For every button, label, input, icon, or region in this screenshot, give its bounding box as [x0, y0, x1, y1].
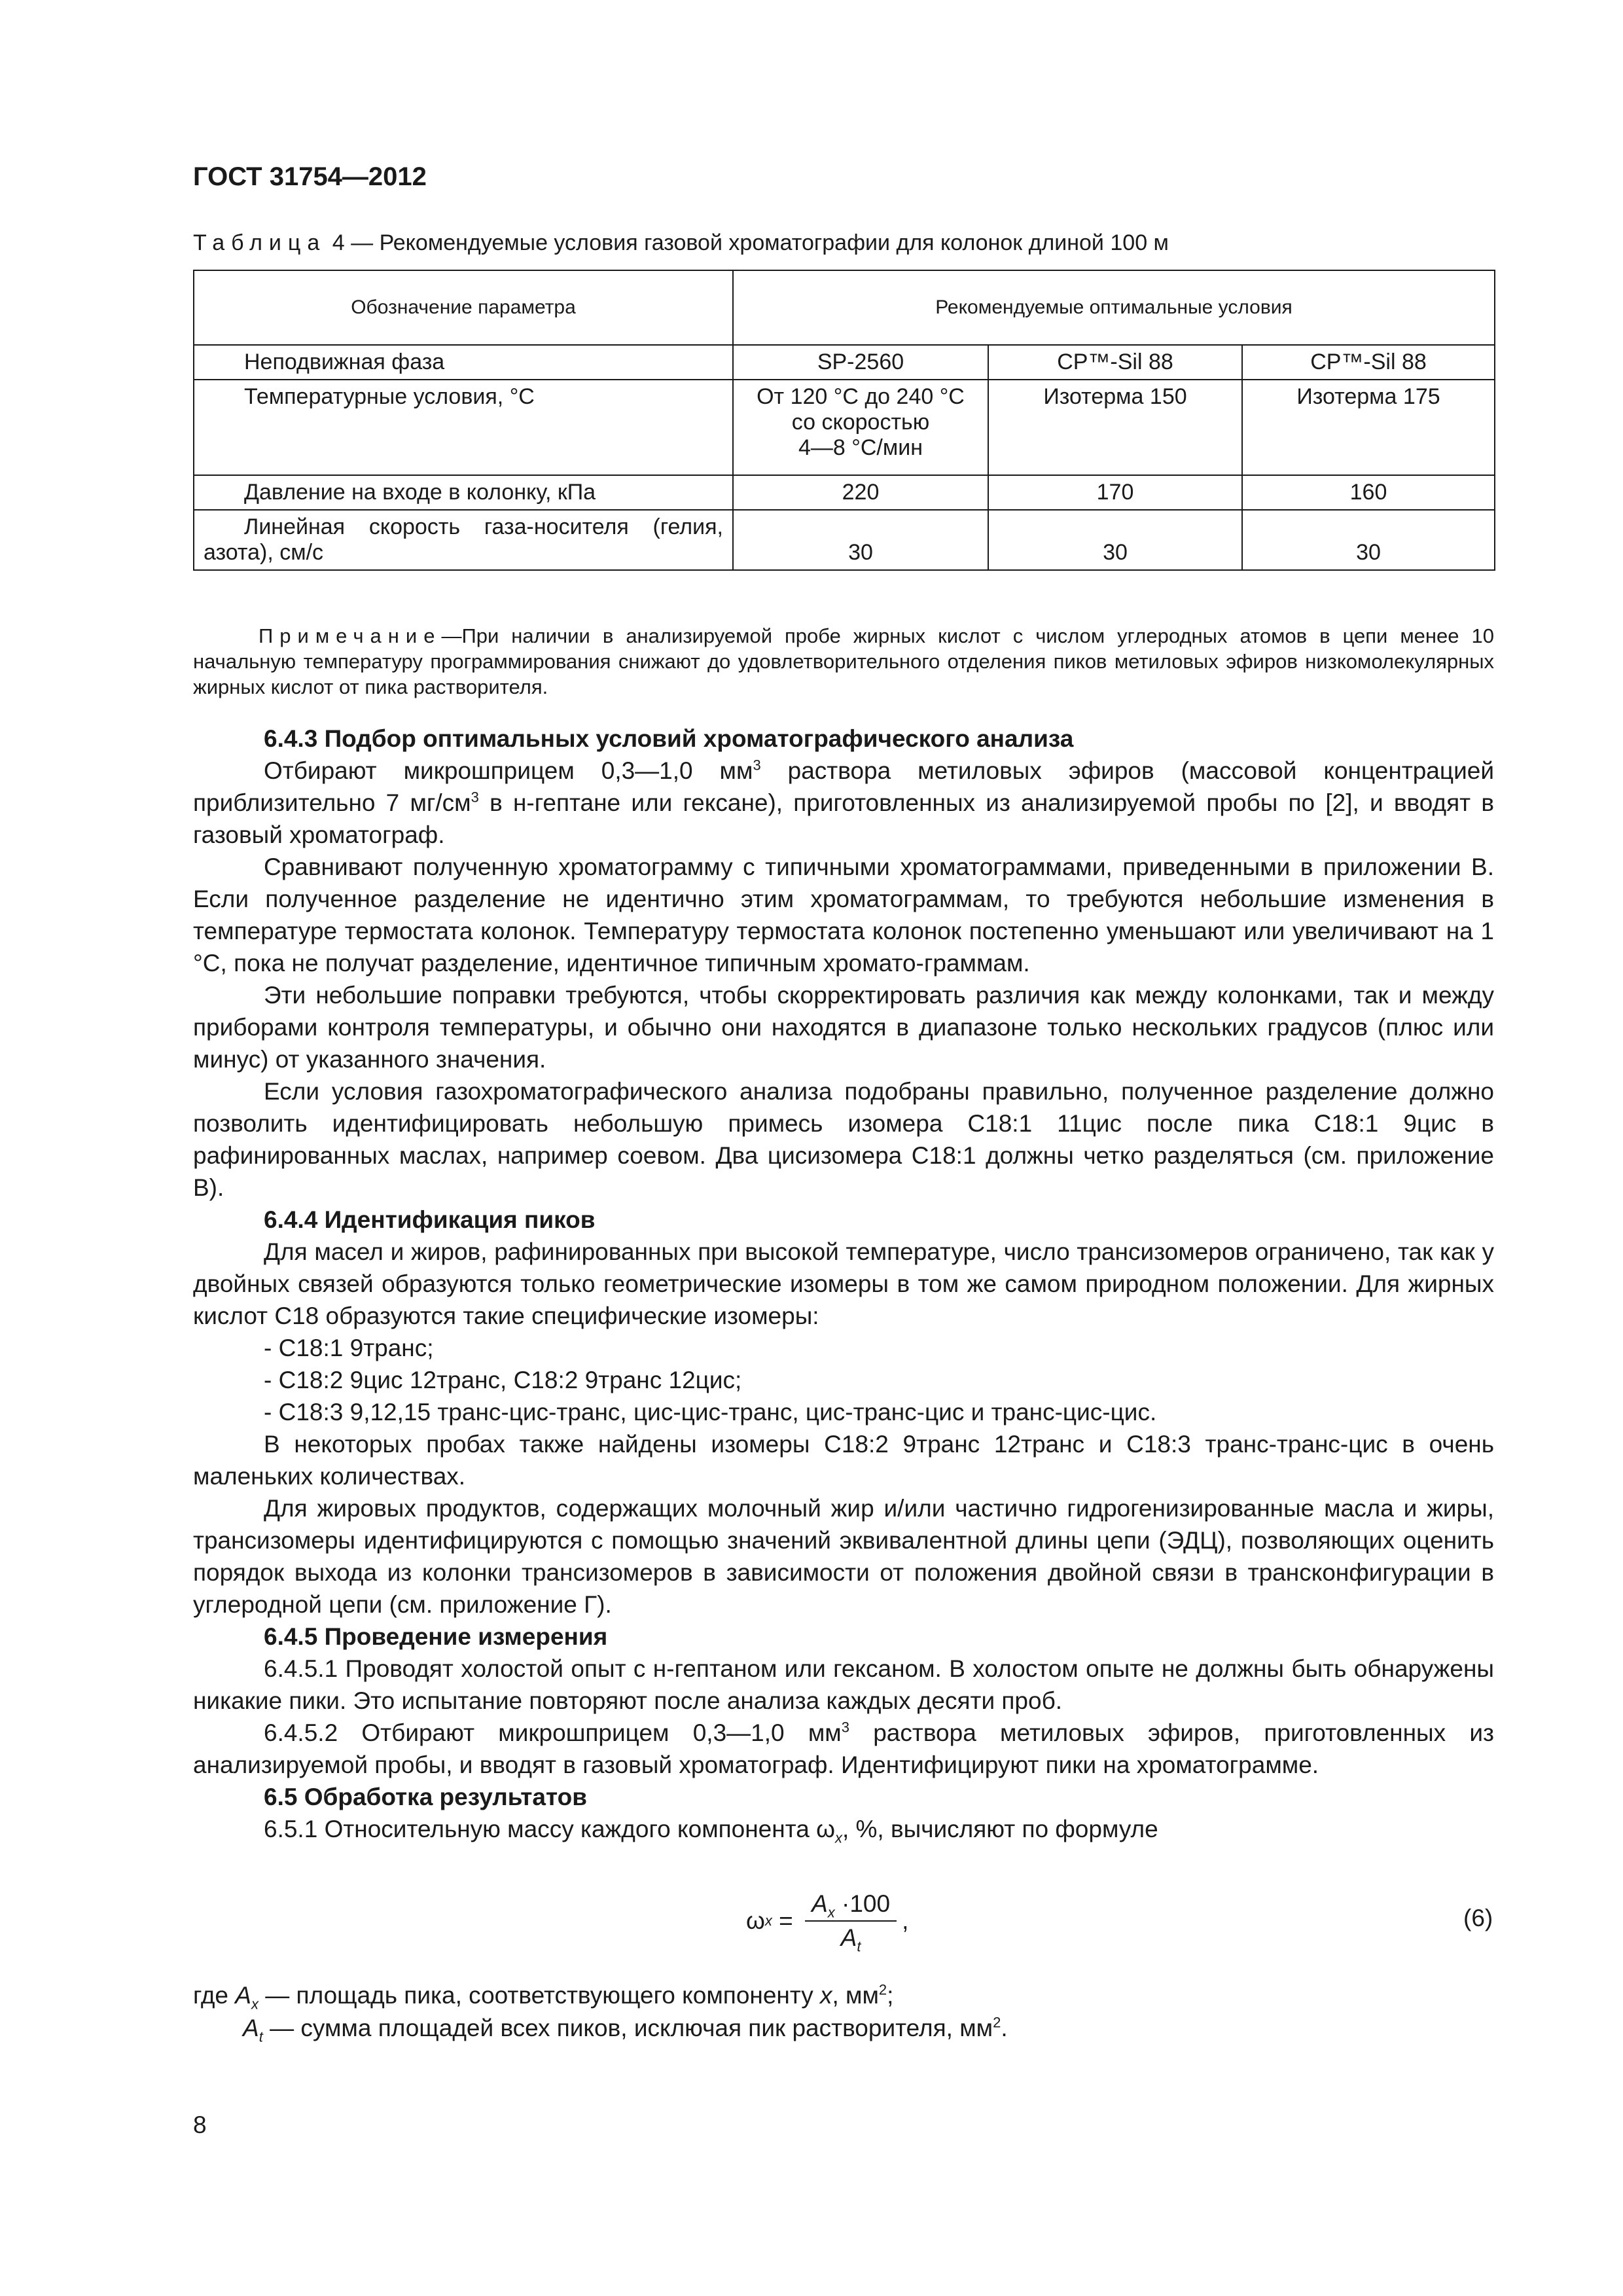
- legend-line: [193, 2012, 1008, 2045]
- legend-line: [193, 1979, 1008, 2012]
- formula-subscript: x: [251, 1996, 259, 2013]
- table-cell: SP-2560: [733, 345, 988, 380]
- paragraph: [193, 755, 1494, 851]
- table-caption: [193, 230, 1169, 256]
- text-run: в н-гептане или гексане), приготовленных из анализируемой пробы по [2], и вводят в газовый хроматограф.: [193, 789, 1494, 848]
- formula-subscript: x: [827, 1904, 835, 1921]
- paragraph: Для жировых продуктов, содержащих молочный жир и/или частично гидрогенизированные масла и жиры, трансизомеры идентифицируются с помощью значений эквивалентной длины цепи (ЭДЦ), позволяющих оценить порядок выхода из колонки трансизомеров в зависимости от положения двойной связи в трансконфигурации в углеродной цепи (см. приложение Г).: [193, 1495, 1494, 1618]
- formula-subscript: t: [857, 1938, 861, 1955]
- paragraph: 6.4.5.1 Проводят холостой опыт с н-гептаном или гексаном. В холостом опыте не должны быть обнаружены никакие пики. Это испытание повторяют после анализа каждых десяти проб.: [193, 1655, 1494, 1714]
- text-run: Отбирают микрошприцем 0,3—1,0 мм: [264, 757, 753, 784]
- table-cell-label: Неподвижная фаза: [194, 345, 733, 380]
- table-cell-line: 4—8 °C/мин: [798, 435, 923, 460]
- table-cell: 170: [988, 475, 1242, 510]
- section-title-6-4-4: 6.4.4 Идентификация пиков: [264, 1206, 596, 1233]
- superscript: 3: [841, 1719, 849, 1736]
- table-note: [193, 623, 1494, 700]
- table-cell-line: Линейная скорость газа-носителя (гелия,: [244, 514, 723, 539]
- formula-denominator: [840, 1922, 861, 1955]
- table-cell: [733, 380, 988, 475]
- superscript: 2: [878, 1981, 887, 1998]
- paragraph: [193, 1813, 1494, 1845]
- text-run: ;: [887, 1982, 894, 2009]
- paragraph: Если условия газохроматографического анализа подобраны правильно, полученное разделение должно позволить идентифицировать небольшую примесь изомера С18:1 11цис после пика С18:1 9цис в рафинированных маслах, например соевом. Два цисизомера С18:1 должны четко разделяться (см. приложение В).: [193, 1078, 1494, 1201]
- text-run: где: [193, 1982, 236, 2009]
- table-cell: 30: [988, 510, 1242, 570]
- formula-symbol: A: [243, 2015, 259, 2041]
- table-cell-label: Температурные условия, °C: [194, 380, 733, 475]
- section-title-6-4-3: 6.4.3 Подбор оптимальных условий хроматографического анализа: [264, 725, 1074, 752]
- formula-numerator: [805, 1890, 897, 1922]
- table-row: [194, 345, 1495, 380]
- table-cell: 220: [733, 475, 988, 510]
- table-cell: CP™-Sil 88: [988, 345, 1242, 380]
- table-note-body: —При наличии в анализируемой пробе жирных кислот с числом углеродных атомов в цепи менее 10 начальную температуру программирования снижают до удовлетворительного отделения пиков метиловых эфиров низкомолекулярных жирных кислот от пика растворителя.: [193, 624, 1494, 698]
- paragraph: В некоторых пробах также найдены изомеры С18:2 9транс 12транс и С18:3 транс-транс-цис в очень маленьких количествах.: [193, 1431, 1494, 1490]
- formula-equals: =: [772, 1907, 800, 1934]
- table-cell-label: [194, 510, 733, 570]
- text-run: 6.4.5.2 Отбирают микрошприцем 0,3—1,0 мм: [264, 1719, 842, 1746]
- text-run: .: [1001, 2015, 1008, 2041]
- list-item: - С18:1 9транс;: [264, 1335, 434, 1361]
- table-cell-line: От 120 °C до 240 °C: [757, 384, 965, 409]
- table-note-text: [193, 623, 1494, 700]
- formula-legend: [193, 1979, 1008, 2045]
- table-cell: Изотерма 175: [1242, 380, 1495, 475]
- formula-fraction: [805, 1890, 897, 1955]
- table-cell: 160: [1242, 475, 1495, 510]
- formula-comma: ,: [902, 1907, 909, 1934]
- table-row: [194, 475, 1495, 510]
- table-cell: 30: [1242, 510, 1495, 570]
- text-run: , %, вычисляют по формуле: [842, 1816, 1158, 1842]
- list-item: - С18:3 9,12,15 транс-цис-транс, цис-цис-транс, цис-транс-цис и транс-цис-цис.: [264, 1399, 1157, 1426]
- table-row: [194, 510, 1495, 570]
- formula-symbol: ω: [746, 1907, 765, 1934]
- formula-symbol: x: [819, 1982, 832, 2009]
- superscript: 3: [471, 789, 479, 806]
- formula-text: ·100: [834, 1890, 891, 1917]
- formula-symbol: A: [235, 1982, 251, 2009]
- table-row: [194, 380, 1495, 475]
- paragraph: Эти небольшие поправки требуются, чтобы скорректировать различия как между колонками, так и между приборами контроля температуры, и обычно они находятся в диапазоне только нескольких градусов (плюс или минус) от указанного значения.: [193, 982, 1494, 1073]
- paragraph: Для масел и жиров, рафинированных при высокой температуре, число трансизомеров ограничено, так как у двойных связей образуются только геометрические изомеры в том же самом природном положении. Для жирных кислот С18 образуются такие специфические изомеры:: [193, 1238, 1494, 1329]
- table-cell: Изотерма 150: [988, 380, 1242, 475]
- table-cell: 30: [733, 510, 988, 570]
- formula-symbol: A: [812, 1890, 828, 1917]
- paragraph: Сравнивают полученную хроматограмму с типичными хроматограммами, приведенными в приложении В. Если полученное разделение не идентично этим хроматограммам, то требуются небольшие изменения в температуре термостата колонок. Температуру термостата колонок постепенно уменьшают или увеличивают на 1 °C, пока не получат разделение, идентичное типичным хромато-граммам.: [193, 853, 1494, 977]
- document-body: [193, 723, 1494, 1845]
- table-cell: CP™-Sil 88: [1242, 345, 1495, 380]
- list-item: - С18:2 9цис 12транс, С18:2 9транс 12цис;: [264, 1367, 742, 1393]
- superscript: 2: [993, 2014, 1001, 2031]
- formula-number: (6): [1463, 1905, 1493, 1931]
- table-note-label: Примечание: [259, 624, 442, 647]
- formula-subscript: t: [259, 2028, 263, 2045]
- text-run: , мм: [832, 1982, 879, 2009]
- formula-symbol: A: [840, 1924, 857, 1951]
- table-caption-word: Таблица: [193, 230, 327, 255]
- table-cell-line: со скоростью: [791, 410, 930, 435]
- table-header-conditions: Рекомендуемые оптимальные условия: [733, 270, 1495, 345]
- text-run: — сумма площадей всех пиков, исключая пик растворителя, мм: [262, 2015, 993, 2041]
- table-cell-label: Давление на входе в колонку, кПа: [194, 475, 733, 510]
- table-caption-text: 4 — Рекомендуемые условия газовой хроматографии для колонок длиной 100 м: [332, 230, 1169, 255]
- paragraph: [193, 1717, 1494, 1781]
- gc-conditions-table: [193, 270, 1495, 571]
- text-run: раствора метиловых эфиров (массовой концентрацией приблизительно 7 мг/см: [193, 757, 1494, 816]
- text-run: раствора метиловых эфиров, приготовленных из анализируемой пробы, и вводят в газовый хроматограф. Идентифицируют пики на хроматограмме.: [193, 1719, 1494, 1778]
- table-cell-line: азота), см/с: [204, 540, 324, 565]
- document-header: ГОСТ 31754—2012: [193, 162, 427, 191]
- section-title-6-4-5: 6.4.5 Проведение измерения: [264, 1623, 608, 1650]
- table-header-row: [194, 270, 1495, 345]
- formula-6: ω x = $\frac{A_x \cdot 100}{A_t}$ ,: [746, 1890, 909, 1955]
- table-header-param: Обозначение параметра: [194, 270, 733, 345]
- text-run: 6.5.1 Относительную массу каждого компонента ω: [264, 1816, 835, 1842]
- text-run: — площадь пика, соответствующего компоненту: [258, 1982, 820, 2009]
- page-number: 8: [193, 2111, 207, 2138]
- superscript: 3: [753, 757, 761, 774]
- section-title-6-5: 6.5 Обработка результатов: [264, 1784, 587, 1810]
- subscript: x: [834, 1829, 842, 1846]
